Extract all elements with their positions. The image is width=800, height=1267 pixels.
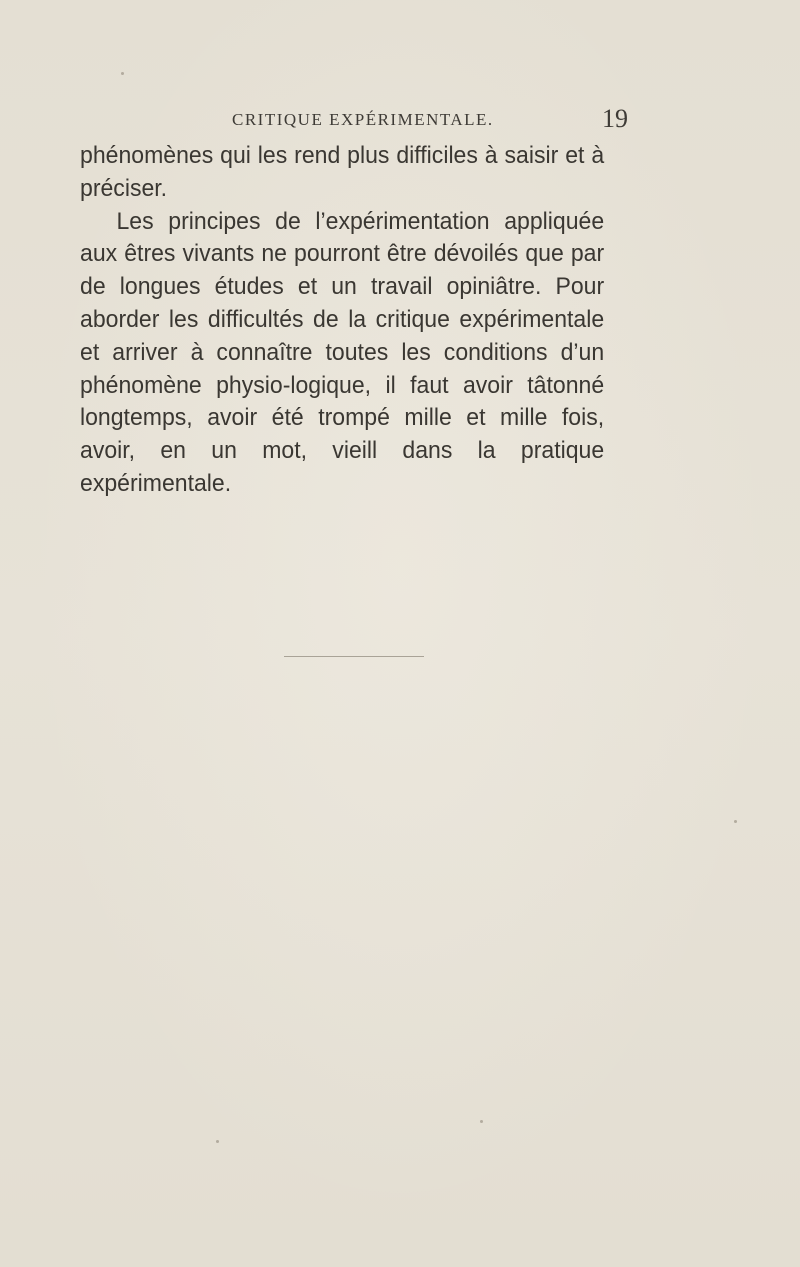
running-head: [80, 104, 628, 138]
paragraph-continued: phénomènes qui les rend plus difficiles à saisir et à préciser.: [80, 142, 605, 202]
page-number: 19: [602, 104, 628, 133]
paper-speck: [216, 1140, 219, 1143]
paper-speck: [734, 820, 737, 823]
paragraph: Les principes de l’expérimentation appliquée aux êtres vivants ne pourront être dévoilés que par de longues études et un travail opiniâtre. Pour aborder les difficultés de la critique expérimentale et arriver à connaître toutes les conditions d’un phénomène physio-logique, il faut avoir tâtonné longtemps, avoir été trompé mille et mille fois, avoir, en un mot, vieill dans la pratique expérimentale.: [80, 207, 605, 497]
running-title: CRITIQUE EXPÉRIMENTALE.: [232, 110, 494, 129]
section-divider: [284, 656, 424, 657]
paper-speck: [480, 1120, 483, 1123]
paper-speck: [121, 72, 124, 75]
body-text: [80, 140, 604, 501]
